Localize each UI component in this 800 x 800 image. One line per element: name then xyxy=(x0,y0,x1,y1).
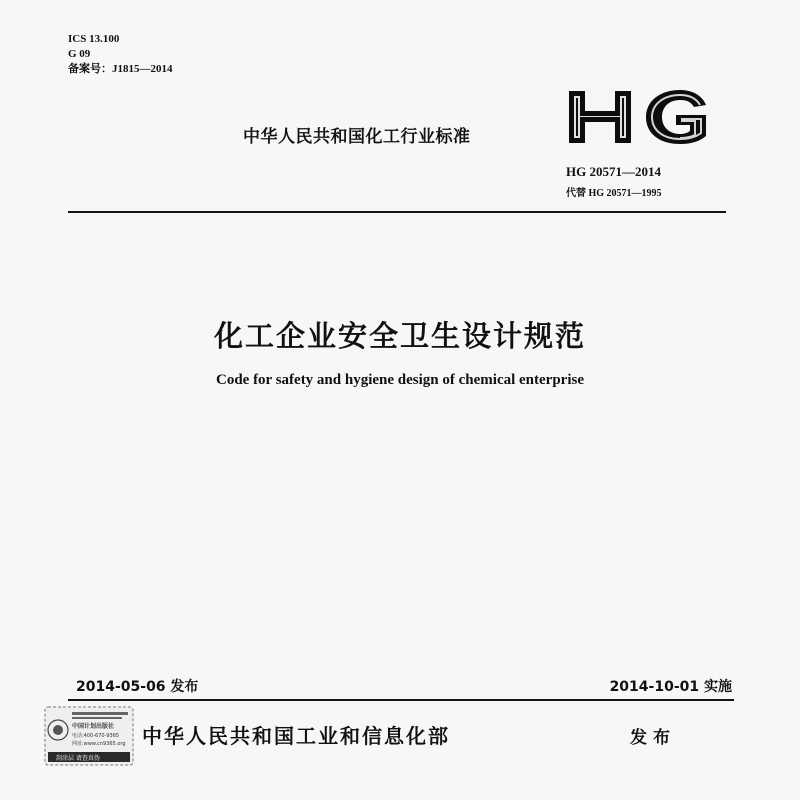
filing-number: 备案号：J1815—2014 xyxy=(68,63,173,75)
title-chinese: 化工企业安全卫生设计规范 xyxy=(213,319,586,353)
classification-block xyxy=(68,32,173,77)
issuing-authority: 中华人民共和国工业和信息化部 xyxy=(142,724,450,748)
ccs-code: G 09 xyxy=(68,48,91,60)
implementation-date: 2014-10-01 实施 xyxy=(609,679,732,695)
bottom-divider xyxy=(68,699,734,701)
issue-date: 2014-05-06 发布 xyxy=(76,679,199,695)
stamp-phone: 电话:400-670-9365 xyxy=(72,733,120,739)
stamp-publisher: 中国计划出版社 xyxy=(72,723,115,730)
anti-counterfeit-stamp-icon xyxy=(44,706,134,766)
hg-logo-icon xyxy=(566,88,710,146)
top-divider xyxy=(68,211,726,213)
industry-standard-title: 中华人民共和国化工行业标准 xyxy=(243,127,471,147)
replaces-standard: 代替 HG 20571—1995 xyxy=(566,188,662,199)
ics-code: ICS 13.100 xyxy=(68,33,120,45)
title-english: Code for safety and hygiene design of chemical enterprise xyxy=(215,372,584,388)
issued-label: 发布 xyxy=(630,728,676,748)
standard-number: HG 20571—2014 xyxy=(566,164,661,179)
stamp-website: 网址:www.cn9365.org xyxy=(72,741,126,747)
stamp-slogan: 刮涂层 请查真伪 xyxy=(56,755,100,762)
